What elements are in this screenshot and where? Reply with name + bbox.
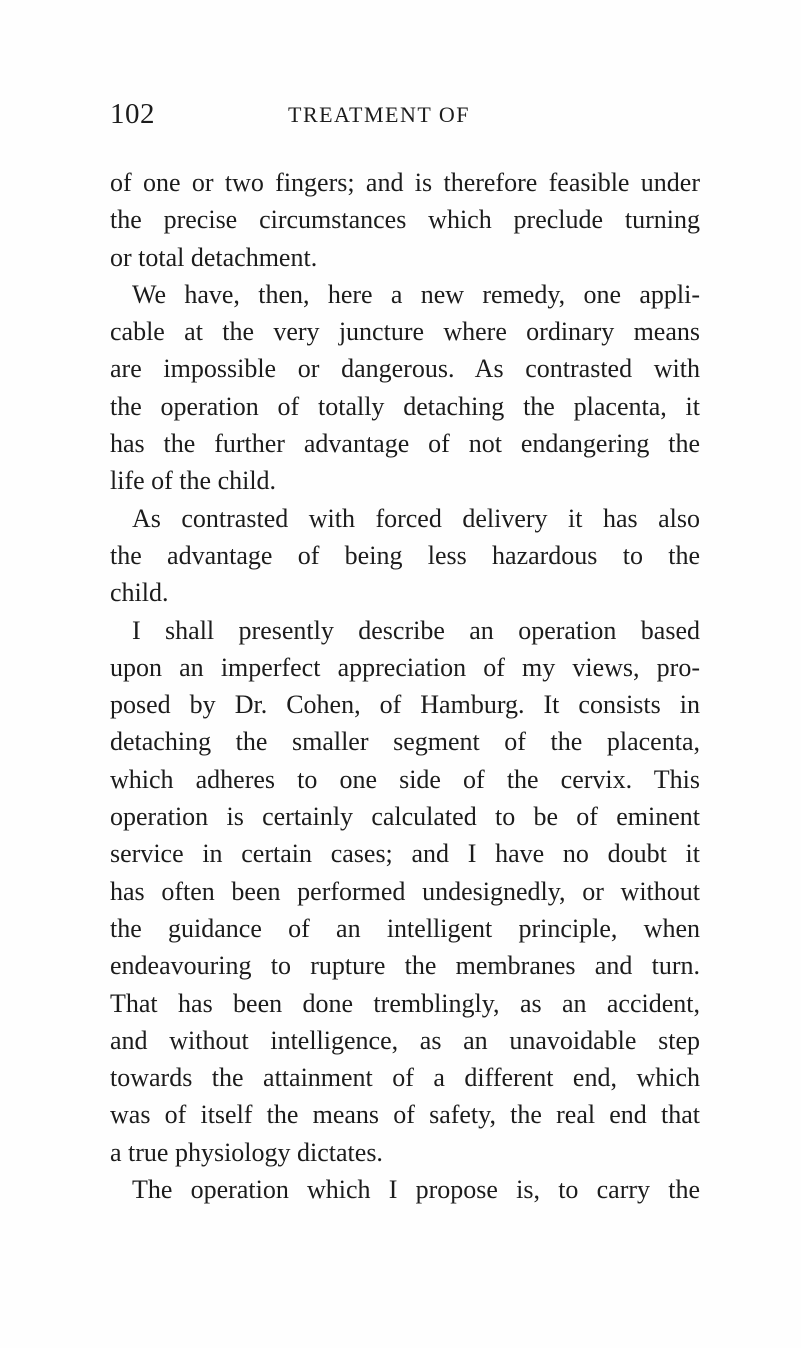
text-line: operation is certainly calculated to be of eminent	[110, 802, 700, 832]
text-line: The operation which I propose is, to carry the	[132, 1175, 700, 1205]
text-line: service in certain cases; and I have no doubt it	[110, 839, 700, 869]
text-line: endeavouring to rupture the membranes and turn.	[110, 951, 700, 981]
text-line: detaching the smaller segment of the placenta,	[110, 727, 700, 757]
text-line: the precise circumstances which preclude turning	[110, 205, 700, 235]
running-head	[110, 98, 700, 138]
body-text	[110, 164, 700, 1208]
text-line: the operation of totally detaching the placenta, it	[110, 391, 700, 421]
text-line: are impossible or dangerous. As contrasted with	[110, 354, 700, 384]
text-line: was of itself the means of safety, the real end that	[110, 1100, 700, 1130]
text-line: and without intelligence, as an unavoidable step	[110, 1025, 700, 1055]
text-line: We have, then, here a new remedy, one appli-	[132, 279, 700, 309]
text-line: of one or two fingers; and is therefore feasible under	[110, 168, 700, 197]
text-line: the advantage of being less hazardous to the	[110, 540, 700, 570]
text-line: upon an imperfect appreciation of my views, pro-	[110, 652, 700, 682]
page-number: 102	[110, 98, 155, 130]
text-line: which adheres to one side of the cervix. This	[110, 764, 700, 794]
running-title: TREATMENT OF	[288, 102, 470, 127]
text-line: life of the child.	[110, 466, 277, 496]
text-line: the guidance of an intelligent principle, when	[110, 913, 700, 943]
text-line: I shall presently describe an operation based	[132, 615, 700, 645]
text-line: a true physiology dictates.	[110, 1137, 383, 1167]
text-line: towards the attainment of a different end, which	[110, 1063, 700, 1093]
text-line: has often been performed undesignedly, or without	[110, 876, 700, 906]
text-line: child.	[110, 578, 169, 608]
text-line: or total detachment.	[110, 242, 318, 272]
text-line: posed by Dr. Cohen, of Hamburg. It consists in	[110, 690, 700, 720]
text-line: cable at the very juncture where ordinary means	[110, 317, 700, 347]
text-line: As contrasted with forced delivery it has also	[132, 503, 700, 533]
text-line: That has been done tremblingly, as an accident,	[110, 988, 700, 1018]
text-line: has the further advantage of not endangering the	[110, 429, 700, 459]
